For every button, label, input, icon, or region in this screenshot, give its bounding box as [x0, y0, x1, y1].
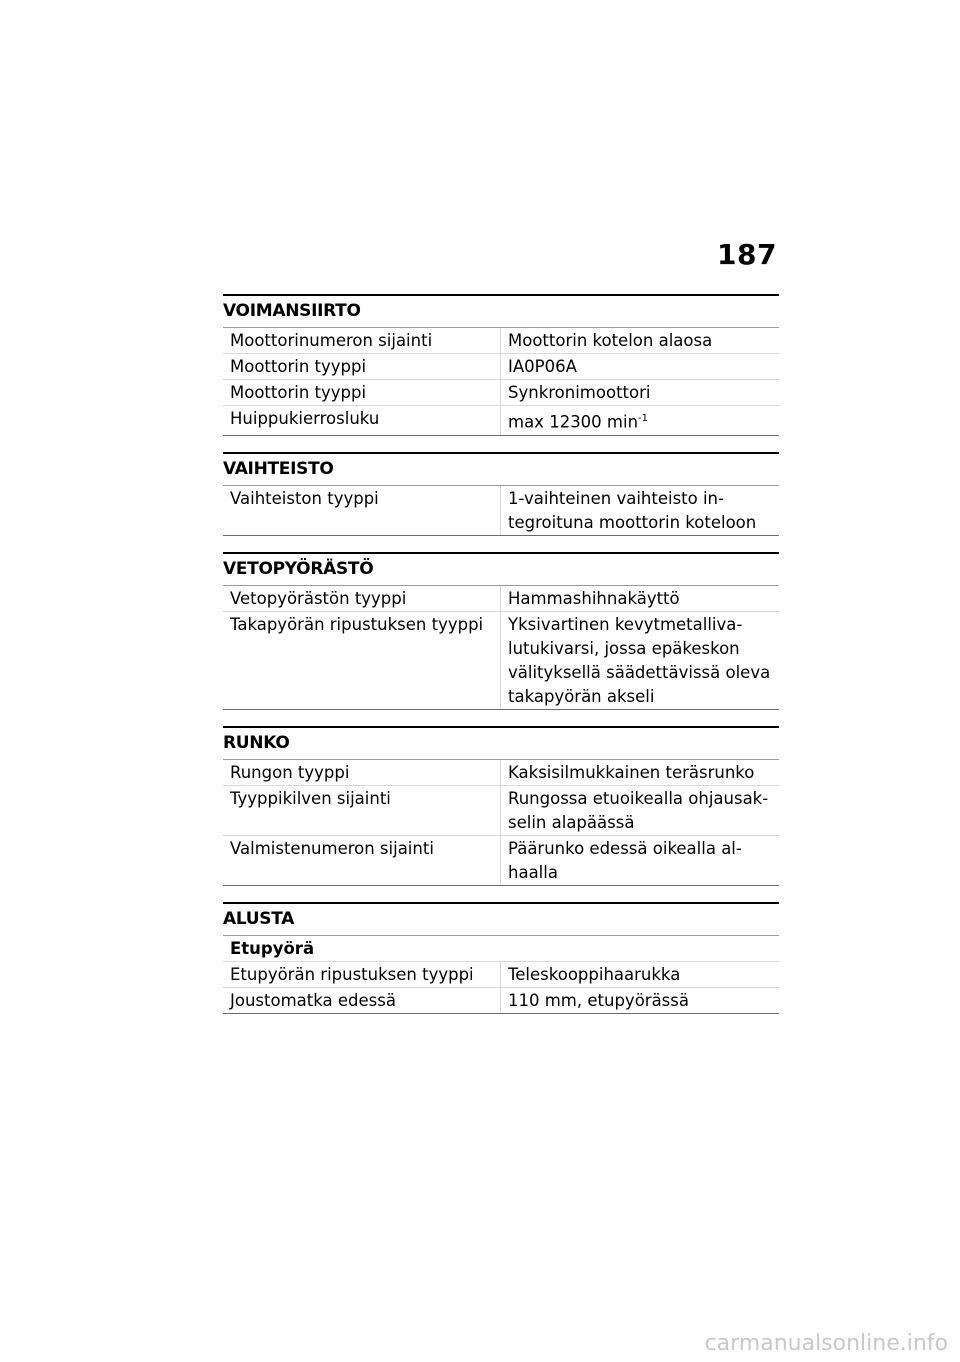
spec-label: Tyyppikilven sijainti [223, 785, 501, 835]
section-title: VETOPYÖRÄSTÖ [223, 554, 779, 586]
spec-value: Hammashihnakäyttö [501, 586, 780, 612]
section-title: RUNKO [223, 728, 779, 760]
spec-label: Valmistenumeron sijainti [223, 835, 501, 885]
section-alusta [223, 902, 779, 1014]
table-row [223, 835, 779, 885]
spec-value-cell [501, 406, 780, 436]
table-subheading: Etupyörä [223, 936, 779, 962]
table-row [223, 406, 779, 436]
section-title: VAIHTEISTO [223, 454, 779, 486]
table-row [223, 760, 779, 786]
spec-value: 110 mm, etupyörässä [501, 987, 780, 1013]
table-row [223, 354, 779, 380]
watermark: carmanualsonline.info [704, 1331, 948, 1356]
spec-label: Vaihteiston tyyppi [223, 486, 501, 536]
spec-value: Synkronimoottori [501, 380, 780, 406]
spec-label: Vetopyörästön tyyppi [223, 586, 501, 612]
spec-label: Moottorin tyyppi [223, 380, 501, 406]
section-vetopyorasto [223, 552, 779, 710]
table-row [223, 785, 779, 835]
spec-label: Etupyörän ripustuksen tyyppi [223, 961, 501, 987]
table-row [223, 380, 779, 406]
spec-value: Rungossa etuoikealla ohjausak- selin alapäässä [501, 785, 780, 835]
spec-label: Huippukierrosluku [223, 406, 501, 436]
spec-value: Kaksisilmukkainen teräsrunko [501, 760, 780, 786]
spec-label: Joustomatka edessä [223, 987, 501, 1013]
spec-table [223, 328, 779, 436]
spec-value: Moottorin kotelon alaosa [501, 328, 780, 354]
spec-table [223, 586, 779, 710]
page-number: 187 [717, 238, 777, 271]
section-vaihteisto [223, 452, 779, 536]
section-title: VOIMANSIIRTO [223, 296, 779, 328]
table-row [223, 611, 779, 709]
spec-value: max 12300 min [508, 412, 639, 432]
spec-value: Päärunko edessä oikealla al- haalla [501, 835, 780, 885]
section-voimansiirto [223, 294, 779, 436]
spec-table [223, 486, 779, 536]
spec-table [223, 760, 779, 886]
spec-label: Moottorinumeron sijainti [223, 328, 501, 354]
table-row [223, 328, 779, 354]
spec-value: IA0P06A [501, 354, 780, 380]
spec-value: Yksivartinen kevytmetalliva- lutukivarsi, jossa epäkeskon välityksellä säädettävissä oleva takapyörän akseli [501, 611, 780, 709]
spec-label: Rungon tyyppi [223, 760, 501, 786]
spec-value: Teleskooppihaarukka [501, 961, 780, 987]
section-title: ALUSTA [223, 904, 779, 936]
table-row [223, 486, 779, 536]
spec-content [223, 294, 779, 1030]
section-runko [223, 726, 779, 886]
table-subheading-row [223, 936, 779, 962]
spec-value: 1-vaihteinen vaihteisto in- tegroituna moottorin koteloon [501, 486, 780, 536]
unit-exponent: -1 [638, 413, 649, 424]
spec-label: Takapyörän ripustuksen tyyppi [223, 611, 501, 709]
table-row [223, 961, 779, 987]
spec-label: Moottorin tyyppi [223, 354, 501, 380]
table-row [223, 586, 779, 612]
table-row [223, 987, 779, 1013]
spec-table [223, 936, 779, 1014]
